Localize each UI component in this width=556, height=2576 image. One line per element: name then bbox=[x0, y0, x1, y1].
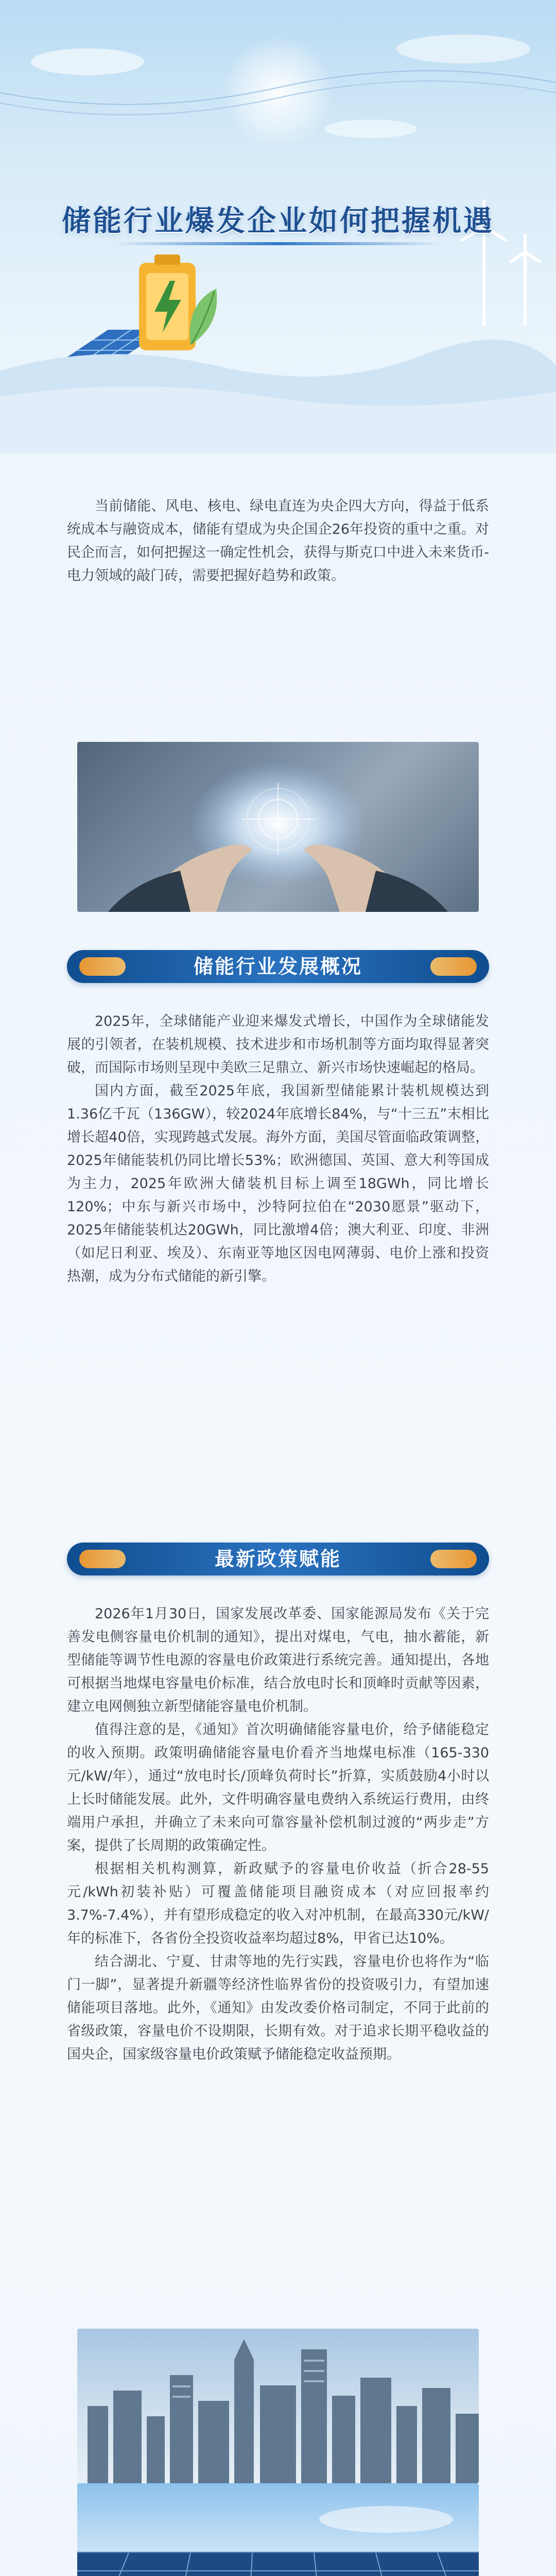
paragraph: 2026年1月30日，国家发展改革委、国家能源局发布《关于完善发电侧容量电价机制的通知》，提出对煤电，气电，抽水蓄能，新型储能等调节性电源的容量电价政策进行系统完善。通知提出，各地可根据当地煤电容量电价标准，结合放电时长和顶峰时贡献等因素，建立电网侧独立新型储能容量电价机制。 bbox=[67, 1606, 489, 1715]
paragraph: 国内方面，截至2025年底，我国新型储能累计装机规模达到1.36亿千瓦（136GW），较2024年底增长84%，与“十三五”末相比增长超40倍，实现跨越式发展。海外方面，美国尽管面临政策调整，2025年储能装机仍同比增长53%；欧洲德国、英国、意大利等国成为主力，2025年欧洲大储装机目标上调至18GWh，同比增长120%；中东与新兴市场中，沙特阿拉伯在“2030愿景”驱动下，2025年储能装机达20GWh，同比激增4倍；澳大利亚、印度、非洲（如尼日利亚、埃及）、东南亚等地区因电网薄弱、电价上涨和投资热潮，成为分布式储能的新引擎。 bbox=[67, 1083, 489, 1284]
paragraph: 2025年，全球储能产业迎来爆发式增长，中国作为全球储能发展的引领者，在装机规模、技术进步和市场机制等方面均取得显著突破，而国际市场则呈现中美欧三足鼎立、新兴市场快速崛起的格局。 bbox=[67, 1013, 489, 1076]
section-policy-body bbox=[67, 1602, 489, 2066]
paragraph: 结合湖北、宁夏、甘肃等地的先行实践，容量电价也将作为“临门一脚”，显著提升新疆等经济性临界省份的投资吸引力，有望加速储能项目落地。此外，《通知》由发改委价格司制定，不同于此前的省级政策，容量电价不设期限，长期有效。对于追求长期平稳收益的国央企，国家级容量电价政策赋予储能稳定收益预期。 bbox=[67, 1954, 489, 2062]
city-skyline-photo bbox=[77, 2329, 479, 2483]
hands-energy-illustration bbox=[77, 742, 479, 912]
hero-banner bbox=[0, 0, 556, 453]
section-overview-body bbox=[67, 1010, 489, 1288]
intro-photo bbox=[77, 742, 479, 912]
paragraph: 根据相关机构测算，新政赋予的容量电价收益（折合28-55元/kWh初装补贴）可覆盖储能项目融资成本（对应回报率约3.7%-7.4%），并有望形成稳定的收入对冲机制，在最高330元/kW/年的标准下，各省份全投资收益率均超过8%，甲省已达10%。 bbox=[67, 1861, 489, 1946]
section-header-policy bbox=[67, 1535, 489, 1583]
section-header-overview bbox=[67, 943, 489, 990]
intro-paragraph bbox=[67, 495, 489, 587]
solar-panels-illustration bbox=[77, 2483, 479, 2576]
intro-text: 当前储能、风电、核电、绿电直连为央企四大方向，得益于低系统成本与融资成本，储能有望成为央企国企26年投资的重中之重。对民企而言，如何把握这一确定性机会，获得与斯克口中进入未来货币-电力领域的敲门砖，需要把握好趋势和政策。 bbox=[67, 498, 489, 584]
section-title: 最新政策赋能 bbox=[214, 1548, 341, 1570]
section-title: 储能行业发展概况 bbox=[193, 955, 362, 978]
title-underline bbox=[113, 242, 443, 245]
solar-field-photo bbox=[77, 2483, 479, 2576]
paragraph: 值得注意的是，《通知》首次明确储能容量电价，给予储能稳定的收入预期。政策明确储能容量电价看齐当地煤电标准（165-330元/kW/年），通过“放电时长/顶峰负荷时长”折算，实质鼓励4小时以上长时储能发展。此外，文件明确容量电费纳入系统运行费用，由终端用户承担，并确立了未来向可靠容量补偿机制过渡的“两步走”方案，提供了长周期的政策确定性。 bbox=[67, 1722, 489, 1854]
ground-illustration bbox=[0, 268, 556, 453]
skyline-illustration bbox=[77, 2329, 479, 2483]
page-title: 储能行业爆发企业如何把握机遇 bbox=[62, 205, 494, 238]
